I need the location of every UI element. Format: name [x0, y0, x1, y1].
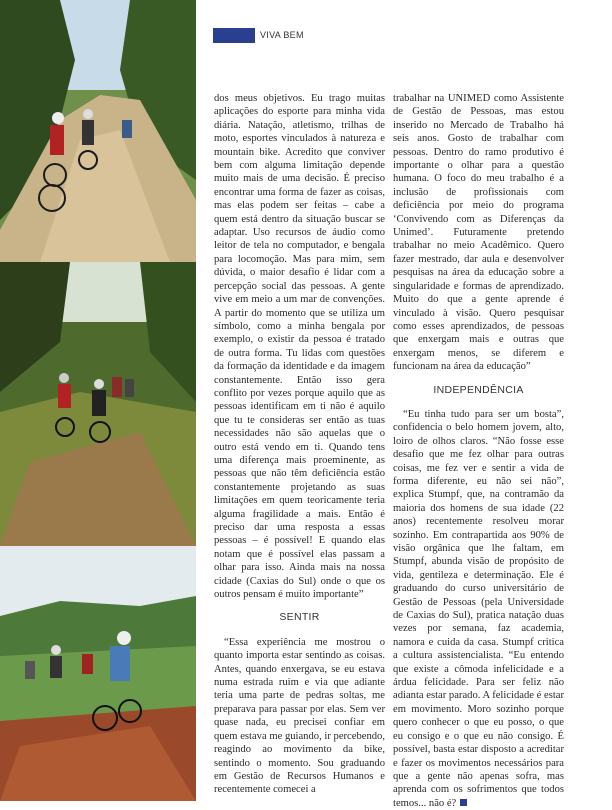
left-text-column	[214, 92, 385, 797]
subhead-independencia: INDEPENDÊNCIA	[433, 383, 524, 396]
right-paragraph-2-wrap	[393, 408, 564, 810]
subhead-sentir: SENTIR	[279, 611, 320, 624]
photo-cyclists-dirt-road	[0, 0, 196, 262]
left-paragraph-2: “Essa experiência me mostrou o quanto importa estar sentindo as coisas. Antes, quando enxergava, se eu estava numa estrada ruim e via que adiante teria uma parte de pedras soltas, me preparava para passar por elas. Sem ver quase nada, eu precisei confiar em quem estava me guiando, ir percebendo, reagindo ao movimento da bike, sentindo o momento. Sou graduando em Gestão de Recursos Humanos e recentemente comecei a	[214, 636, 385, 796]
end-mark-icon	[460, 799, 467, 806]
right-text-column	[393, 92, 564, 810]
photo-cyclists-forest-trail	[0, 262, 196, 546]
section-label: VIVA BEM	[260, 30, 304, 40]
left-paragraph-1: dos meus objetivos. Eu trago muitas aplicações do esporte para minha vida diária. Natação, atletismo, trilhas de moto, esportes vinculados à natureza e mountain bike. Acredito que conviver bem com alguma limitação depende muito mais de uma decisão. É preciso encontrar uma forma de fazer as coisas, mas elas podem ser feitas – cabe a quem está dentro da situação buscar se adaptar. Uso recursos de áudio como leitor de tela no computador, e bengala para locomoção. Mas para mim, sem dúvida, o maior desafio é lidar com a percepção social das pessoas. A gente vive em meio a um mar de convenções. A partir do momento que se utiliza um símbolo, como a minha bengala por exemplo, o existir da pessoa é tratado de outra forma. Tu lidas com questões da formação da identidade e da imagem constantemente. Então isso gera conflito por vezes porque aquilo que as pessoas identificam em ti não é aquilo que tu te consideras ser então as tuas necessidades não são aquelas que o outro está vendo em ti. Quando tens uma diferença mais proeminente, as pessoas que não têm deficiência estão constantemente projetando as suas limitações em quem teoricamente teria alguma fragilidade a mais. Então é preciso dar uma resposta a essas pessoas – é possível! E quando elas notam que é possível elas passam a olhar para isso. Ainda mais na nossa cidade (Caxias do Sul) onde o que os outros pensam é muito importante”	[214, 93, 385, 601]
section-header	[213, 27, 304, 43]
section-color-bar	[213, 28, 255, 43]
photo-strip	[0, 0, 196, 801]
right-paragraph-1: trabalhar na UNIMED como Assistente de Gestão de Pessoas, mas estou inserido no Mercado de Trabalho há seis anos. Gosto de trabalhar com pessoas. Dentro do ramo produtivo é importante o olhar para a questão humana. O foco do meu trabalho é a inclusão de profissionais com deficiência por meio do programa ‘Convivendo com as Diferenças da Unimed’. Futuramente pretendo trabalhar no meio Acadêmico. Quero fazer mestrado, dar aula e desenvolver pesquisas na área da educação sobre a singularidade e formas de aprendizado. Muito do que a gente aprende é vinculado à visão. Quero pesquisar como esses aprendizados, de pessoas que enxergam mais e outras que enxergam menos, se diferem e funcionam na área da educação”	[393, 93, 564, 373]
right-paragraph-2: “Eu tinha tudo para ser um bosta”, confidencia o belo homem jovem, alto, loiro de olhos claros. “Não fosse esse desafio que me fez olhar para outras coisas, me fez ver e sentir a vida de forma diferente, eu não sei não”, explica Stumpf, que, na contramão da maioria dos homens de sua idade (22 anos) recentemente resolveu morar sozinho. Em contrapartida aos 90% de visão orgânica que lhe faltam, em Stumpf, abunda visão de propósito de vida, gentileza e determinação. Ele é graduando do curso universitário de Gestão de Pessoas (pela Universidade de Caxias do Sul), pratica natação duas vezes por semana, faz academia, namora e cuida da casa. Stumpf critica a cultura assistencialista. “Eu entendo que existe a cômoda infelicidade e a árdua felicidade. Para ser feliz não adianta estar parado. A felicidade é estar em movimento. Moro sozinho porque quero conhecer o que eu posso, o que eu consigo e o que eu não consigo. É possível, basta estar disposto a acreditar e fazer os movimentos necessários para que a gente não apenas sofra, mas aprenda com os sofrimentos que todos temos... não é?	[393, 408, 564, 809]
photo-cyclists-red-road	[0, 546, 196, 801]
